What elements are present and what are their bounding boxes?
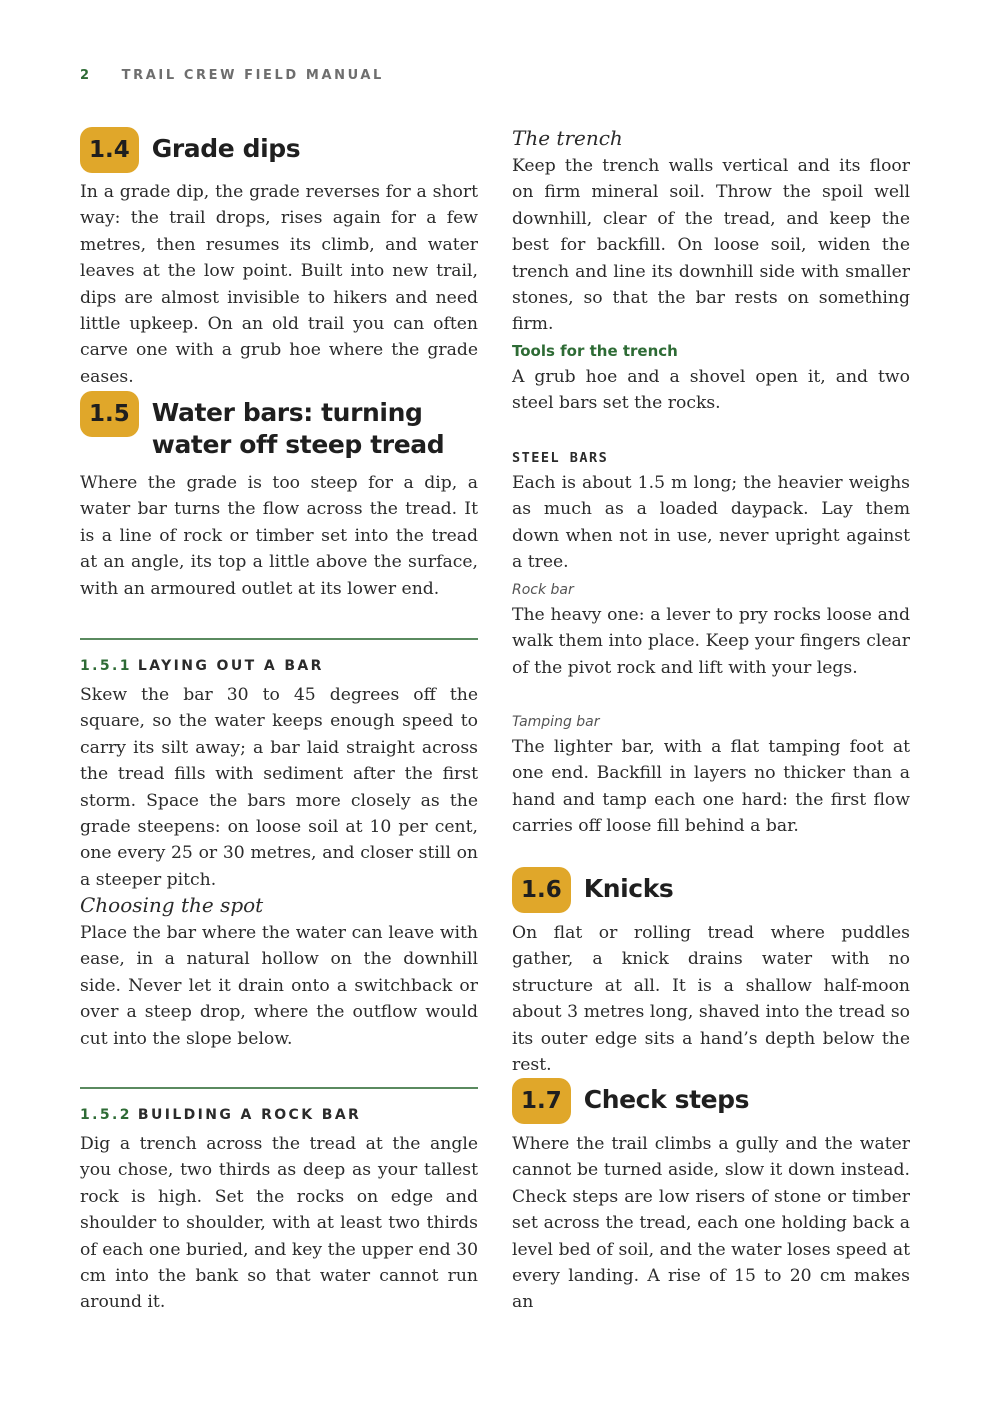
section-heading: [80, 127, 478, 173]
section-1-7-body: [512, 1131, 910, 1316]
section-number-badge: 1.4: [80, 127, 139, 173]
section-1-6-body: [512, 920, 910, 1078]
section-1-6: [512, 867, 910, 913]
green-heading: Tools for the trench: [512, 342, 678, 360]
choosing-spot-heading: [80, 892, 478, 918]
subsection-heading-1-5-1: [80, 656, 478, 676]
trench-heading: [512, 125, 910, 151]
subsection-title: LAYING OUT A BAR: [137, 658, 324, 674]
page-number: 2: [80, 68, 92, 83]
paragraph: Where the grade is too steep for a dip, a water bar turns the flow across the tread. It is a line of rock or timber set into the tread at an angle, its top a little above the surface, with an armoured outlet at its lower end.: [80, 473, 478, 599]
rock-bar-body: [512, 602, 910, 681]
steel-bars-body: [512, 470, 910, 576]
paragraph: A grub hoe and a shovel open it, and two steel bars set the rocks.: [512, 367, 910, 414]
section-title: Water bars: turning water off steep tread: [151, 398, 445, 459]
paragraph: The lighter bar, with a flat tamping foot at one end. Backfill in layers no thicker than a hand and tamp each one hard: the first flow carries off loose fill behind a bar.: [512, 737, 910, 837]
section-title: Grade dips: [151, 134, 301, 163]
paragraph: Dig a trench across the tread at the angle you chose, two thirds as deep as your tallest rock is high. Set the rocks on edge and shoulder to shoulder, with at least two thirds of each one buried, and key the upper end 30 cm into the bank so that water cannot run around it.: [80, 1134, 478, 1313]
running-head: [80, 68, 384, 83]
italic-subheading: Rock bar: [512, 582, 574, 598]
paragraph: Skew the bar 30 to 45 degrees off the square, so the water keeps enough speed to carry its silt away; a bar laid straight across the tread fills with sediment after the first storm. Space the bars more closely as the grade steepens: on loose soil at 10 per cent, one every 25 or 30 metres, and closer still on a steeper pitch.: [80, 685, 478, 890]
subsection-1-5-1-body: [80, 682, 478, 893]
subsection-title: BUILDING A ROCK BAR: [137, 1107, 362, 1123]
paragraph: In a grade dip, the grade reverses for a short way: the trail drops, rises again for a few metres, then resumes its climb, and water leaves at the low point. Built into new trail, dips are almost invisible to hikers and need little upkeep. On an old trail you can often carve one with a grub hoe where the grade eases.: [80, 182, 478, 387]
paragraph: Where the trail climbs a gully and the water cannot be turned aside, slow it down instead. Check steps are low risers of stone or timber set across the tread, each one holding back a level bed of soil, and the water loses speed at every landing. A rise of 15 to 20 cm makes an: [512, 1134, 910, 1313]
section-1-5: [80, 391, 478, 461]
caps-heading: STEEL BARS: [512, 450, 609, 466]
section-title: Knicks: [583, 874, 674, 903]
italic-heading: The trench: [512, 126, 623, 150]
paragraph: Each is about 1.5 m long; the heavier weighs as much as a loaded daypack. Lay them down when not in use, never upright against a tree.: [512, 473, 910, 573]
italic-subheading: Tamping bar: [512, 714, 600, 730]
paragraph: The heavy one: a lever to pry rocks loose and walk them into place. Keep your fingers clear of the pivot rock and lift with your legs.: [512, 605, 910, 678]
running-head-title: TRAIL CREW FIELD MANUAL: [121, 68, 384, 83]
subsection-heading-1-5-2: [80, 1105, 478, 1125]
rock-bar-heading: [512, 580, 910, 600]
section-heading: [80, 391, 478, 461]
subsection-number: 1.5.1: [80, 658, 132, 674]
section-heading: [512, 867, 910, 913]
divider-rule: [80, 638, 478, 640]
section-title: Check steps: [583, 1085, 750, 1114]
subsection-1-5-2-body: [80, 1131, 478, 1316]
trench-body: [512, 153, 910, 338]
tools-body: [512, 364, 910, 417]
tamping-bar-heading: [512, 712, 910, 732]
paragraph: On flat or rolling tread where puddles gather, a knick drains water with no structure at all. It is a shallow half-moon about 3 metres long, shaved into the tread so its outer edge sits a hand’s depth below the rest.: [512, 923, 910, 1076]
section-1-4-body: [80, 179, 478, 390]
italic-heading: Choosing the spot: [80, 893, 264, 917]
steel-bars-heading: [512, 448, 910, 468]
section-1-4: [80, 127, 478, 173]
section-1-5-body: [80, 470, 478, 602]
paragraph: Place the bar where the water can leave with ease, in a natural hollow on the downhill side. Never let it drain onto a switchback or over a steep drop, where the outflow would cut into the slope below.: [80, 923, 478, 1049]
paragraph: Keep the trench walls vertical and its floor on firm mineral soil. Throw the spoil well downhill, clear of the tread, and keep the best for backfill. On loose soil, widen the trench and line its downhill side with smaller stones, so that the bar rests on something firm.: [512, 156, 910, 335]
section-1-7: [512, 1078, 910, 1124]
choosing-spot-body: [80, 920, 478, 1052]
divider-rule: [80, 1087, 478, 1089]
section-heading: [512, 1078, 910, 1124]
section-number-badge: 1.7: [512, 1078, 571, 1124]
subsection-number: 1.5.2: [80, 1107, 132, 1123]
section-number-badge: 1.6: [512, 867, 571, 913]
section-number-badge: 1.5: [80, 391, 139, 437]
tamping-bar-body: [512, 734, 910, 840]
tools-heading: [512, 341, 910, 361]
